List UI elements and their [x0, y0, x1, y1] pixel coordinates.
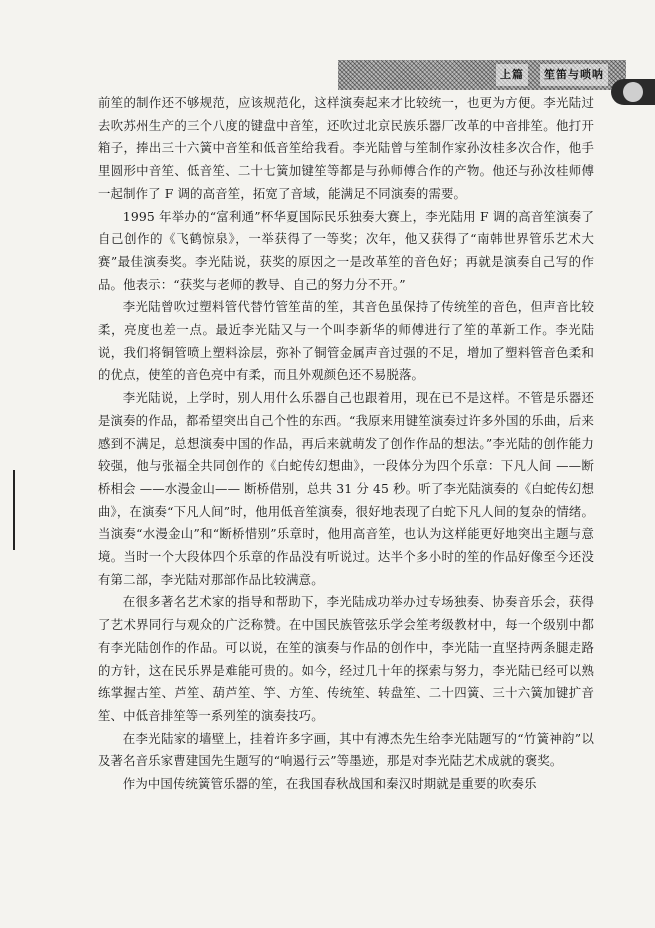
paragraph: 在很多著名艺术家的指导和帮助下，李光陆成功举办过专场独奏、协奏音乐会，获得了艺术界同行与观众的广泛称赞。在中国民族管弦乐学会笙考级教材中，每一个级别中都有李光陆创作的作品。可以说，在笙的演奏与作品的创作中，李光陆一直坚持两条腿走路的方针，这在民乐界是难能可贵的。如今，经过几十年的探索与努力，李光陆已经可以熟练掌握古笙、芦笙、葫芦笙、竽、方笙、传统笙、转盘笙、二十四簧、三十六簧加键扩音笙、中低音排笙等一系列笙的演奏技巧。	[98, 594, 594, 723]
paragraph: 作为中国传统簧管乐器的笙，在我国春秋战国和秦汉时期就是重要的吹奏乐	[122, 776, 537, 792]
paragraph: 在李光陆家的墙壁上，挂着许多字画，其中有溥杰先生给李光陆题写的“竹簧神韵”以及著名音乐家曹建国先生题写的“响遏行云”等墨迹，那是对李光陆艺术成就的褒奖。	[98, 730, 594, 769]
scan-edge-mark	[13, 470, 15, 550]
paragraph: 李光陆曾吹过塑料管代替竹管笙苗的笙，其音色虽保持了传统笙的音色，但声音比较柔，亮度也差一点。最近李光陆又与一个叫李新华的师傅进行了笙的革新工作。李光陆说，我们将铜管喷上塑料涂层，弥补了铜管金属声音过强的不足，增加了塑料管音色柔和的优点，使笙的音色亮中有柔，而且外观颜色还不易脱落。	[98, 299, 594, 383]
chapter-label: 笙笛与唢呐	[540, 64, 608, 86]
paragraph-continued: 前笙的制作还不够规范，应该规范化，这样演奏起来才比较统一，也更为方便。李光陆过去吹苏州生产的三个八度的键盘中音笙，还吹过北京民族乐器厂改革的中音排笙。他打开箱子，捧出三十六簧中音笙和低音笙给我看。李光陆曾与笙制作家孙汝桂多次合作，他手里圆形中音笙、低音笙、二十七簧加键笙等都是与孙师傅合作的产物。他还与孙汝桂师傅一起制作了 F 调的高音笙，拓宽了音域，能满足不同演奏的需要。	[98, 95, 594, 201]
paragraph: 李光陆说，上学时，别人用什么乐器自己也跟着用，现在已不是这样。不管是乐器还是演奏的作品，都希望突出自己个性的东西。“我原来用键笙演奏过许多外国的乐曲，后来感到不满足，总想演奏中国的作品，再后来就萌发了创作作品的想法。”李光陆的创作能力较强，他与张福全共同创作的《白蛇传幻想曲》，一段体分为四个乐章：下凡人间 ——断桥相会 ——水漫金山—— 断桥借别，总共 31 分 45 秒。听了李光陆演奏的《白蛇传幻想曲》，在演奏“下凡人间”时，他用低音笙演奏，很好地表现了白蛇下凡人间的复杂的情绪。当演奏“水漫金山”和“断桥惜别”乐章时，他用高音笙，也认为这样能更好地突出主题与意境。当时一个大段体四个乐章的作品没有听说过。达半个多小时的笙的作品好像至今还没有第二部，李光陆对那部作品比较满意。	[98, 390, 594, 587]
page-number-badge	[623, 82, 643, 102]
page-tab	[611, 79, 655, 105]
section-label: 上篇	[496, 64, 528, 86]
body-text	[98, 92, 594, 796]
running-header	[338, 60, 626, 90]
paragraph: 1995 年举办的“富利通”杯华夏国际民乐独奏大赛上，李光陆用 F 调的高音笙演奏了自己创作的《飞鹤惊泉》，一举获得了一等奖；次年，他又获得了“南韩世界管乐艺术大赛”最佳演奏奖。李光陆说，获奖的原因之一是改革笙的音色好；再就是演奏自己写的作品。他表示：“获奖与老师的教导、自己的努力分不开。”	[98, 208, 594, 292]
